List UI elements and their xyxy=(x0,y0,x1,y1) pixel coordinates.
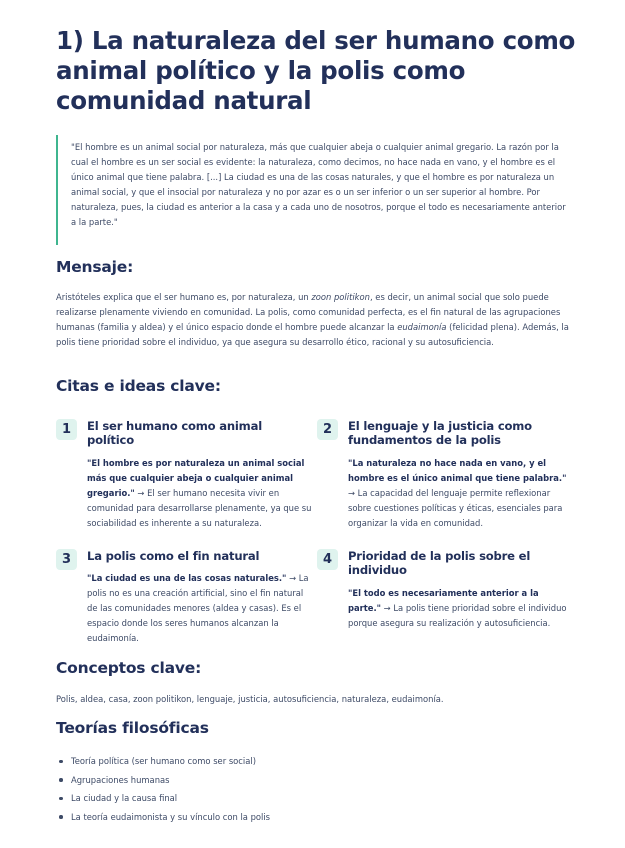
term-eudaimonia: eudaimonía xyxy=(397,322,447,332)
list-item: Agrupaciones humanas xyxy=(56,771,570,790)
number-badge: 2 xyxy=(317,419,338,440)
key-concepts-heading: Conceptos clave: xyxy=(56,659,202,677)
number-badge: 3 xyxy=(56,549,77,570)
key-concepts-text: Polis, aldea, casa, zoon politikon, lenguaje, justicia, autosuficiencia, naturaleza, eudaimonía. xyxy=(56,694,444,704)
theories-heading: Teorías filosóficas xyxy=(56,719,209,737)
aristotle-quote: "El hombre es un animal social por naturaleza, más que cualquier abeja o cualquier animal gregario. La razón por la cual el hombre es un ser social es evidente: la naturaleza, como decimos, no hace nada en vano, y el hombre es el único animal que tiene palabra. [...] La ciudad es una de las cosas naturales, y que el hombre es por naturaleza un animal social, y que el insocial por naturaleza y no por azar es o un ser inferior o un ser superior al hombre. Por naturaleza, pues, la ciudad es anterior a la casa y a cada uno de nosotros, porque el todo es necesariamente anterior a la parte." xyxy=(71,142,566,227)
aristotle-quote-block xyxy=(56,135,570,245)
term-zoon-politikon: zoon politikon xyxy=(311,292,370,302)
key-idea-title: El ser humano como animal político xyxy=(87,419,262,447)
list-item: Teoría política (ser humano como ser social) xyxy=(56,752,570,771)
theories-list xyxy=(56,752,570,826)
number-badge: 4 xyxy=(317,549,338,570)
message-heading: Mensaje: xyxy=(56,258,134,276)
page-title: 1) La naturaleza del ser humano como animal político y la polis como comunidad natural xyxy=(56,26,576,115)
key-idea-body: "El todo es necesariamente anterior a la parte." → La polis tiene prioridad sobre el individuo porque asegura su realización y autosuficiencia. xyxy=(348,588,567,628)
number-badge: 1 xyxy=(56,419,77,440)
key-idea-title: Prioridad de la polis sobre el individuo xyxy=(348,549,531,577)
key-idea-title: La polis como el fin natural xyxy=(87,549,260,563)
key-ideas-heading: Citas e ideas clave: xyxy=(56,377,221,395)
key-idea-body: "El hombre es por naturaleza un animal social más que cualquier abeja o cualquier animal gregario." → El ser humano necesita vivir en comunidad para desarrollarse plenamente, ya que su sociabilidad es inherente a su naturaleza. xyxy=(87,458,312,528)
list-item: La ciudad y la causa final xyxy=(56,789,570,808)
message-paragraph: Aristóteles explica que el ser humano es, por naturaleza, un zoon politikon, es decir, un animal social que solo puede realizarse plenamente viviendo en comunidad. La polis, como comunidad perfecta, es el fin natural de las agrupaciones humanas (familia y aldea) y el único espacio donde el hombre puede alcanzar la eudaimonía (felicidad plena). Además, la polis tiene prioridad sobre el individuo, ya que asegura su desarrollo ético, racional y su autosuficiencia. xyxy=(56,292,569,347)
key-idea-body: "La ciudad es una de las cosas naturales." → La polis no es una creación artificial, sino el fin natural de las comunidades menores (aldea y casas). Es el espacio donde los seres humanos alcanzan la eudaimonía. xyxy=(87,573,309,643)
list-item: La teoría eudaimonista y su vínculo con la polis xyxy=(56,808,570,827)
key-idea-title: El lenguaje y la justicia como fundamentos de la polis xyxy=(348,419,532,447)
key-idea-body: "La naturaleza no hace nada en vano, y el hombre es el único animal que tiene palabra." → La capacidad del lenguaje permite reflexionar sobre cuestiones políticas y éticas, esenciales para organizar la vida en comunidad. xyxy=(348,458,567,528)
